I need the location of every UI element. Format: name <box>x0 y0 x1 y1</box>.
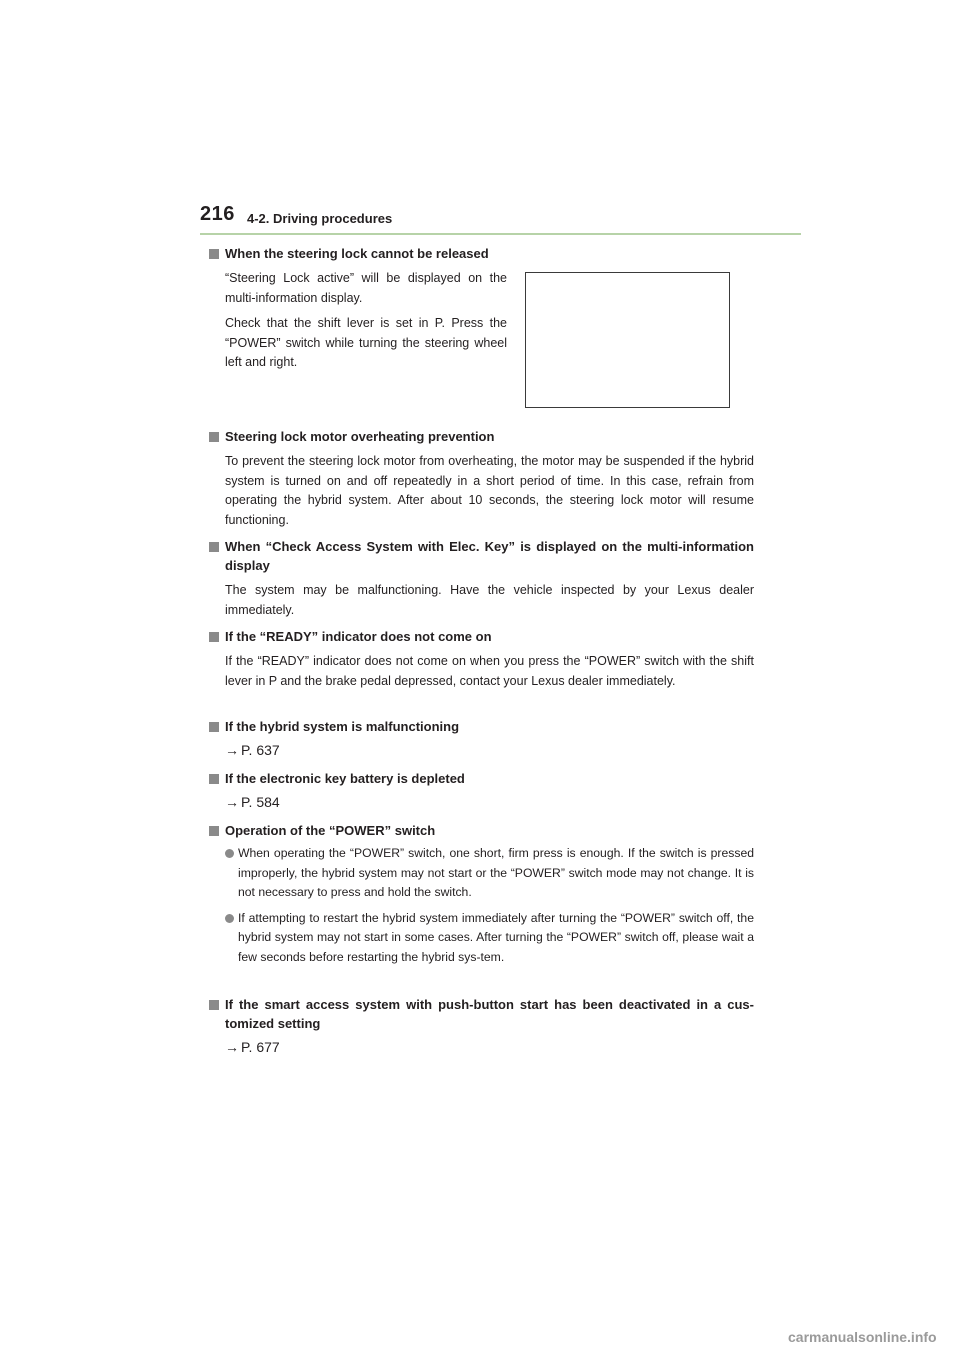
section-power-switch-operation <box>209 821 754 968</box>
square-bullet-icon <box>209 722 219 732</box>
page-header <box>200 200 801 236</box>
section-heading: If the “READY” indicator does not come on <box>209 627 754 646</box>
section-ready-indicator <box>209 627 754 691</box>
round-bullet-icon <box>225 849 234 858</box>
square-bullet-icon <box>209 432 219 442</box>
square-bullet-icon <box>209 632 219 642</box>
paragraph: Check that the shift lever is set in P. Press the “POWER” switch while turning the steering wheel left and right. <box>225 316 507 370</box>
section-heading: If the smart access system with push-button start has been deactivated in a cus-tomized setting <box>209 995 754 1033</box>
bullet-item: If attempting to restart the hybrid system immediately after turning the “POWER” switch off, the hybrid system may not start in some cases. After turning the “POWER” switch off, please wait a few seconds before restarting the hybrid sys-tem. <box>225 909 754 968</box>
round-bullet-icon <box>225 914 234 923</box>
square-bullet-icon <box>209 249 219 259</box>
section-heading: When the steering lock cannot be released <box>209 244 754 263</box>
section-check-access-system <box>209 537 754 620</box>
section-steering-lock-release <box>209 244 754 373</box>
paragraph: “Steering Lock active” will be displayed on the multi-information display. <box>225 271 507 305</box>
site-watermark: carmanualsonline.info <box>788 1329 937 1345</box>
section-heading: Steering lock motor overheating prevention <box>209 427 754 446</box>
page-reference[interactable]: → P. 637 <box>225 742 280 758</box>
section-overheating-prevention <box>209 427 754 530</box>
paragraph: If the “READY” indicator does not come on when you press the “POWER” switch with the shift lever in P and the brake pedal depressed, contact your Lexus dealer immediately. <box>225 654 754 688</box>
bullet-item: When operating the “POWER” switch, one short, firm press is enough. If the switch is pressed improperly, the hybrid system may not start or the “POWER” switch mode may not change. It is not necessary to press and hold the switch. <box>225 844 754 903</box>
arrow-right-icon: → <box>225 794 239 810</box>
square-bullet-icon <box>209 826 219 836</box>
section-heading: If the electronic key battery is depleted <box>209 769 754 788</box>
header-divider <box>200 233 801 235</box>
section-key-battery-depleted <box>209 769 754 812</box>
section-heading: When “Check Access System with Elec. Key” is displayed on the multi-information display <box>209 537 754 575</box>
section-hybrid-malfunction <box>209 717 754 760</box>
section-smart-access-deactivated <box>209 995 754 1057</box>
square-bullet-icon <box>209 542 219 552</box>
square-bullet-icon <box>209 1000 219 1010</box>
section-heading: Operation of the “POWER” switch <box>209 821 754 840</box>
section-heading: If the hybrid system is malfunctioning <box>209 717 754 736</box>
paragraph: To prevent the steering lock motor from overheating, the motor may be suspended if the hybrid system is turned on and off repeatedly in a short period of time. In this case, refrain from operating the hybrid system. After about 10 seconds, the steering lock motor will resume functioning. <box>225 454 754 527</box>
page-reference[interactable]: → P. 677 <box>225 1039 280 1055</box>
page-reference[interactable]: → P. 584 <box>225 794 280 810</box>
arrow-right-icon: → <box>225 742 239 758</box>
section-title: 4-2. Driving procedures <box>247 211 393 226</box>
paragraph: The system may be malfunctioning. Have the vehicle inspected by your Lexus dealer immediately. <box>225 583 754 617</box>
arrow-right-icon: → <box>225 1039 239 1055</box>
page-number: 216 <box>200 203 235 225</box>
square-bullet-icon <box>209 774 219 784</box>
